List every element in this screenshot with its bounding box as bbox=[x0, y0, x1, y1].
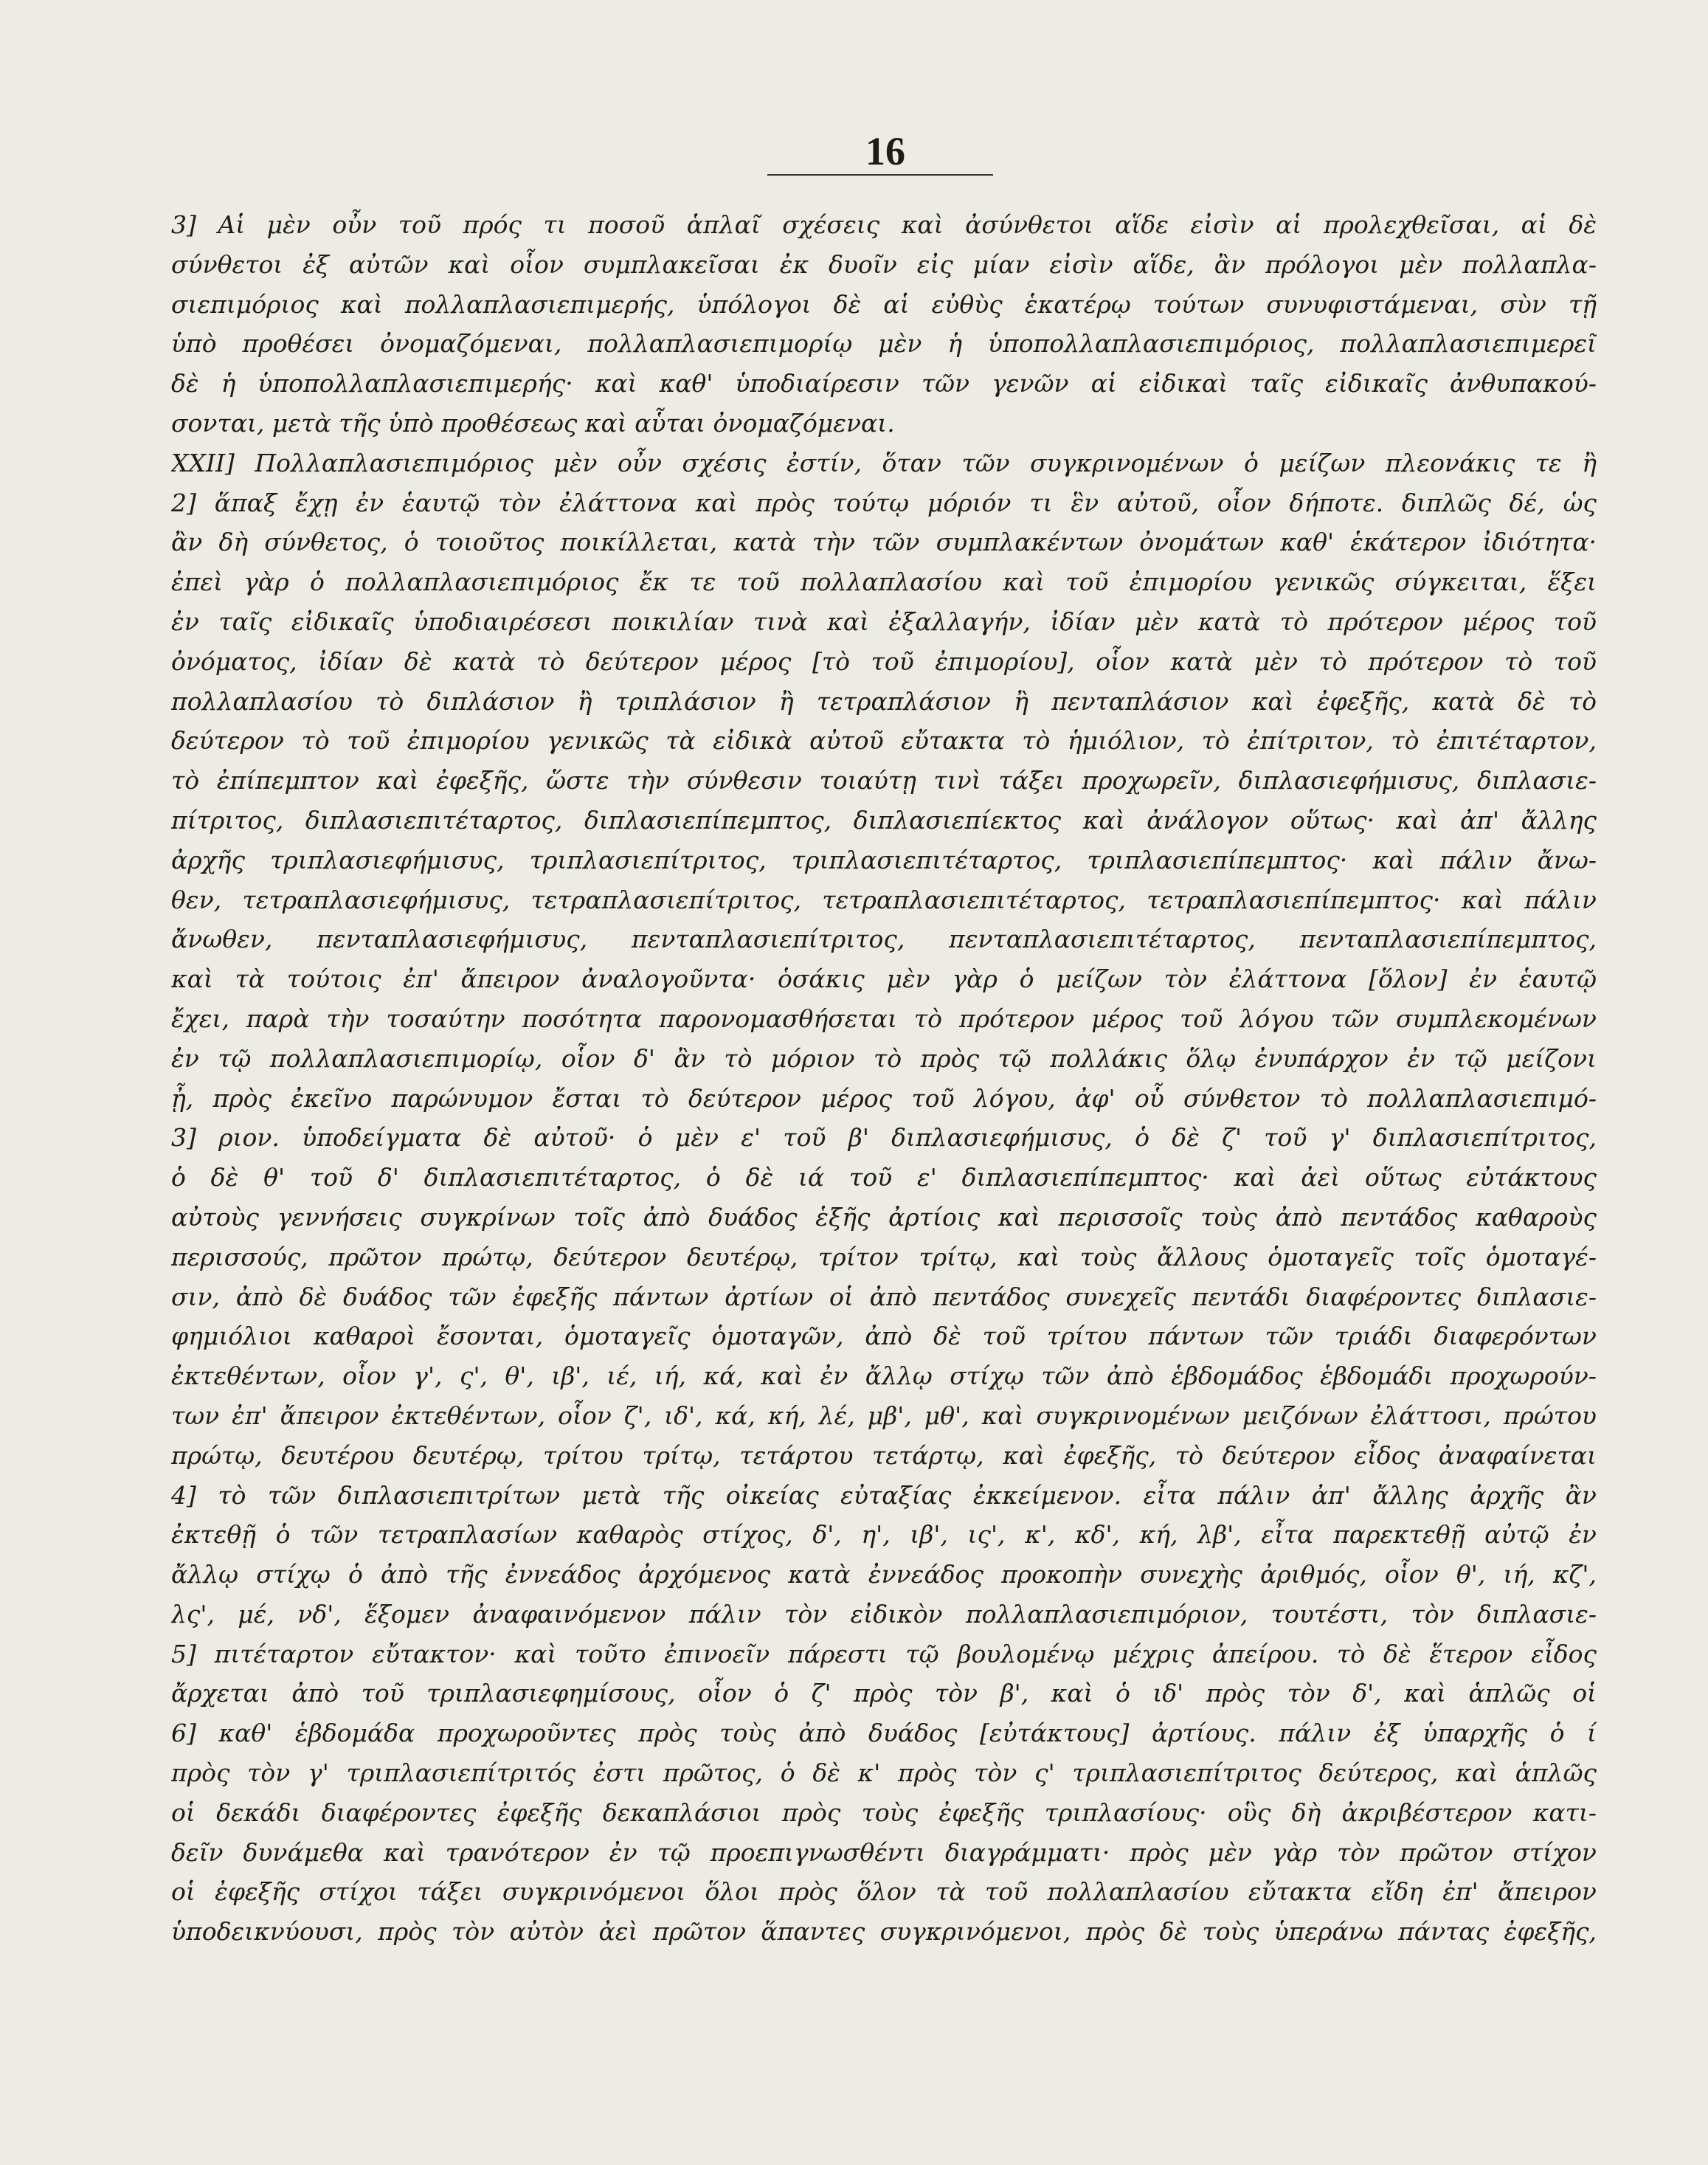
text-line: φημιόλιοι καθαροὶ ἔσονται, ὁμοταγεῖς ὁμοταγῶν, ἀπὸ δὲ τοῦ τρίτου πάντων τῶν τριάδι διαφερόντων bbox=[171, 1322, 1597, 1351]
text-line: δὲ ἡ ὑποπολλαπλασιεπιμερής· καὶ καθ' ὑποδιαίρεσιν τῶν γενῶν αἱ εἰδικαὶ ταῖς εἰδικαῖς ἀνθυπακού- bbox=[171, 369, 1597, 398]
text-line: οἱ ἐφεξῆς στίχοι τάξει συγκρινόμενοι ὅλοι πρὸς ὅλον τὰ τοῦ πολλαπλασίου εὔτακτα εἴδη ἐπ' ἄπειρον bbox=[171, 1877, 1597, 1907]
text-line: περισσούς, πρῶτον πρώτῳ, δεύτερον δευτέρῳ, τρίτον τρίτῳ, καὶ τοὺς ἄλλους ὁμοταγεῖς τοῖς ὁμοταγέ- bbox=[171, 1242, 1597, 1271]
header-rule bbox=[767, 174, 993, 176]
text-line: 5] πιτέταρτον εὔτακτον· καὶ τοῦτο ἐπινοεῖν πάρεστι τῷ βουλομένῳ μέχρις ἀπείρου. τὸ δὲ ἕτερον εἶδος bbox=[171, 1639, 1597, 1668]
text-line: ἐκτεθῇ ὁ τῶν τετραπλασίων καθαρὸς στίχος, δ', η', ιβ', ις', κ', κδ', κή, λβ', εἶτα παρεκτεθῇ αὐτῷ ἐν bbox=[171, 1520, 1597, 1550]
text-line: ἀρχῆς τριπλασιεφήμισυς, τριπλασιεπίτριτος, τριπλασιεπιτέταρτος, τριπλασιεπίπεμπτος· καὶ πάλιν ἄνω- bbox=[171, 845, 1597, 874]
text-line: σιν, ἀπὸ δὲ δυάδος τῶν ἐφεξῆς πάντων ἀρτίων οἱ ἀπὸ πεντάδος συνεχεῖς πεντάδι διαφέροντες διπλασιε- bbox=[171, 1282, 1597, 1311]
text-line: ἄρχεται ἀπὸ τοῦ τριπλασιεφημίσους, οἷον ὁ ζ' πρὸς τὸν β', καὶ ὁ ιδ' πρὸς τὸν δ', καὶ ἁπλῶς οἱ bbox=[171, 1679, 1597, 1708]
text-line: ἐπεὶ γὰρ ὁ πολλαπλασιεπιμόριος ἔκ τε τοῦ πολλαπλασίου καὶ τοῦ ἐπιμορίου γενικῶς σύγκειται, ἕξει bbox=[171, 567, 1597, 597]
text-line: ἐν ταῖς εἰδικαῖς ὑποδιαιρέσεσι ποικιλίαν τινὰ καὶ ἐξαλλαγήν, ἰδίαν μὲν κατὰ τὸ πρότερον μέρος τοῦ bbox=[171, 607, 1597, 636]
text-line: ὁ δὲ θ' τοῦ δ' διπλασιεπιτέταρτος, ὁ δὲ ιά τοῦ ε' διπλασιεπίπεμπτος· καὶ ἀεὶ οὕτως εὐτάκτους bbox=[171, 1163, 1597, 1192]
text-line: XXII] Πολλαπλασιεπιμόριος μὲν οὖν σχέσις ἐστίν, ὅταν τῶν συγκρινομένων ὁ μείζων πλεονάκις τε ἢ bbox=[171, 448, 1597, 477]
text-line: 4] τὸ τῶν διπλασιεπιτρίτων μετὰ τῆς οἰκείας εὐταξίας ἐκκείμενον. εἶτα πάλιν ἀπ' ἄλλης ἀρχῆς ἂν bbox=[171, 1480, 1597, 1510]
text-line: ὑποδεικνύουσι, πρὸς τὸν αὐτὸν ἀεὶ πρῶτον ἅπαντες συγκρινόμενοι, πρὸς δὲ τοὺς ὑπεράνω πάντας ἐφεξῆς, bbox=[171, 1917, 1597, 1947]
text-line: ἄνωθεν, πενταπλασιεφήμισυς, πενταπλασιεπίτριτος, πενταπλασιεπιτέταρτος, πενταπλασιεπίπεμπτος, bbox=[171, 925, 1597, 954]
text-line: 2] ἅπαξ ἔχῃ ἐν ἑαυτῷ τὸν ἐλάττονα καὶ πρὸς τούτῳ μόριόν τι ἓν αὐτοῦ, οἷον δήποτε. διπλῶς δέ, ὡς bbox=[171, 488, 1597, 517]
text-line: ὀνόματος, ἰδίαν δὲ κατὰ τὸ δεύτερον μέρος [τὸ τοῦ ἐπιμορίου], οἷον κατὰ μὲν τὸ πρότερον τὸ τοῦ bbox=[171, 646, 1597, 676]
text-line: ᾖ, πρὸς ἐκεῖνο παρώνυμον ἔσται τὸ δεύτερον μέρος τοῦ λόγου, ἀφ' οὗ σύνθετον τὸ πολλαπλασιεπιμό- bbox=[171, 1083, 1597, 1113]
text-line: αὐτοὺς γεννήσεις συγκρίνων τοῖς ἀπὸ δυάδος ἑξῆς ἀρτίοις καὶ περισσοῖς τοὺς ἀπὸ πεντάδος καθαροὺς bbox=[171, 1202, 1597, 1232]
text-line: των ἐπ' ἄπειρον ἐκτεθέντων, οἷον ζ', ιδ', κά, κή, λέ, μβ', μθ', καὶ συγκρινομένων μειζόνων ἐλάττοσι, πρώτου bbox=[171, 1401, 1597, 1430]
text-line: ἐν τῷ πολλαπλασιεπιμορίῳ, οἷον δ' ἂν τὸ μόριον τὸ πρὸς τῷ πολλάκις ὅλῳ ἐνυπάρχον ἐν τῷ μείζονι bbox=[171, 1043, 1597, 1073]
text-line: σονται, μετὰ τῆς ὑπὸ προθέσεως καὶ αὗται ὀνομαζόμεναι. bbox=[171, 408, 895, 438]
text-line: καὶ τὰ τούτοις ἐπ' ἄπειρον ἀναλογοῦντα· ὁσάκις μὲν γὰρ ὁ μείζων τὸν ἐλάττονα [ὅλον] ἐν ἑαυτῷ bbox=[171, 964, 1597, 994]
text-line: ἂν δὴ σύνθετος, ὁ τοιοῦτος ποικίλλεται, κατὰ τὴν τῶν συμπλακέντων ὀνομάτων καθ' ἑκάτερον ἰδιότητα· bbox=[171, 528, 1597, 557]
main-text bbox=[171, 205, 1597, 1952]
text-line: ἔχει, παρὰ τὴν τοσαύτην ποσότητα παρονομασθήσεται τὸ πρότερον μέρος τοῦ λόγου τῶν συμπλεκομένων bbox=[171, 1004, 1597, 1033]
text-line: λς', μέ, νδ', ἕξομεν ἀναφαινόμενον πάλιν τὸν εἰδικὸν πολλαπλασιεπιμόριον, τουτέστι, τὸν διπλασιε- bbox=[171, 1599, 1597, 1629]
text-line: σιεπιμόριος καὶ πολλαπλασιεπιμερής, ὑπόλογοι δὲ αἱ εὐθὺς ἑκατέρῳ τούτων συνυφιστάμεναι, σὺν τῇ bbox=[171, 289, 1597, 319]
text-line: πρὸς τὸν γ' τριπλασιεπίτριτός ἐστι πρῶτος, ὁ δὲ κ' πρὸς τὸν ς' τριπλασιεπίτριτος δεύτερος, καὶ ἁπλῶς bbox=[171, 1758, 1597, 1788]
text-line: θεν, τετραπλασιεφήμισυς, τετραπλασιεπίτριτος, τετραπλασιεπιτέταρτος, τετραπλασιεπίπεμπτος· καὶ πάλιν bbox=[171, 885, 1597, 914]
text-line: ἐκτεθέντων, οἷον γ', ς', θ', ιβ', ιέ, ιή, κά, καὶ ἐν ἄλλῳ στίχῳ τῶν ἀπὸ ἑβδομάδος ἑβδομάδι προχωρούν- bbox=[171, 1361, 1597, 1391]
text-line: πολλαπλασίου τὸ διπλάσιον ἢ τριπλάσιον ἢ τετραπλάσιον ἢ πενταπλάσιον καὶ ἐφεξῆς, κατὰ δὲ τὸ bbox=[171, 686, 1597, 716]
text-line: ἄλλῳ στίχῳ ὁ ἀπὸ τῆς ἐννεάδος ἀρχόμενος κατὰ ἐννεάδος προκοπὴν συνεχὴς ἀριθμός, οἷον θ', ιή, κζ', bbox=[171, 1560, 1597, 1589]
page-number: 16 bbox=[865, 129, 905, 173]
text-line: δεύτερον τὸ τοῦ ἐπιμορίου γενικῶς τὰ εἰδικὰ αὐτοῦ εὔτακτα τὸ ἡμιόλιον, τὸ ἐπίτριτον, τὸ ἐπιτέταρτον, bbox=[171, 726, 1597, 756]
text-line: 6] καθ' ἑβδομάδα προχωροῦντες πρὸς τοὺς ἀπὸ δυάδος [εὐτάκτους] ἀρτίους. πάλιν ἐξ ὑπαρχῆς ὁ ί bbox=[171, 1719, 1597, 1748]
text-line: 3] ριον. ὑποδείγματα δὲ αὐτοῦ· ὁ μὲν ε' τοῦ β' διπλασιεφήμισυς, ὁ δὲ ζ' τοῦ γ' διπλασιεπίτριτος, bbox=[171, 1123, 1597, 1153]
text-line: πίτριτος, διπλασιεπιτέταρτος, διπλασιεπίπεμπτος, διπλασιεπίεκτος καὶ ἀνάλογον οὕτως· καὶ ἀπ' ἄλλης bbox=[171, 805, 1597, 835]
text-line: δεῖν δυνάμεθα καὶ τρανότερον ἐν τῷ προεπιγνωσθέντι διαγράμματι· πρὸς μὲν γὰρ τὸν πρῶτον στίχον bbox=[171, 1837, 1597, 1867]
text-line: πρώτῳ, δευτέρου δευτέρῳ, τρίτου τρίτῳ, τετάρτου τετάρτῳ, καὶ ἐφεξῆς, τὸ δεύτερον εἶδος ἀναφαίνεται bbox=[171, 1440, 1597, 1470]
text-line: τὸ ἐπίπεμπτον καὶ ἐφεξῆς, ὥστε τὴν σύνθεσιν τοιαύτῃ τινὶ τάξει προχωρεῖν, διπλασιεφήμισυς, διπλασιε- bbox=[171, 766, 1597, 795]
text-line: σύνθετοι ἐξ αὐτῶν καὶ οἷον συμπλακεῖσαι ἐκ δυοῖν εἰς μίαν εἰσὶν αἵδε, ἂν πρόλογοι μὲν πολλαπλα- bbox=[171, 249, 1597, 279]
text-line: ὑπὸ προθέσει ὀνομαζόμεναι, πολλαπλασιεπιμορίῳ μὲν ἡ ὑποπολλαπλασιεπιμόριος, πολλαπλασιεπιμερεῖ bbox=[171, 329, 1597, 359]
text-line: οἱ δεκάδι διαφέροντες ἐφεξῆς δεκαπλάσιοι πρὸς τοὺς ἐφεξῆς τριπλασίους· οὓς δὴ ἀκριβέστερον κατι- bbox=[171, 1798, 1597, 1827]
text-line: 3] Αἱ μὲν οὖν τοῦ πρός τι ποσοῦ ἁπλαῖ σχέσεις καὶ ἀσύνθετοι αἵδε εἰσὶν αἱ προλεχθεῖσαι, αἱ δὲ bbox=[171, 210, 1597, 239]
